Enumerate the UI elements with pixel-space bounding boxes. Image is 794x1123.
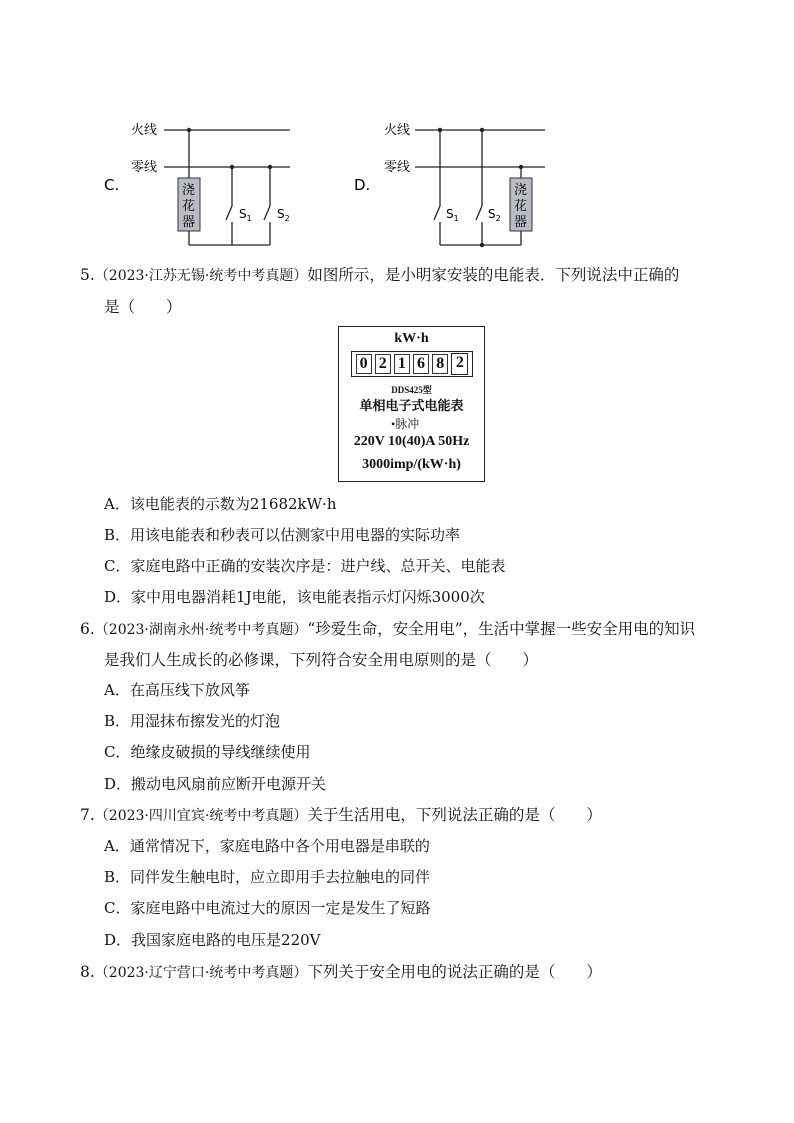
switch-s1-label: $S_1$: [239, 207, 252, 223]
question-number: 7.: [80, 806, 95, 824]
question-5-line2: 是（ ）: [104, 298, 182, 316]
question-text: “珍爱生命，安全用电”，生活中掌握一些安全用电的知识: [307, 620, 696, 638]
switch-s1-label: $S_1$: [446, 207, 459, 223]
question-text: 关于生活用电，下列说法正确的是（ ）: [307, 806, 602, 824]
option-d: D．家中用电器消耗1J电能，该电能表指示灯闪烁3000次: [104, 588, 485, 606]
circuit-option-c: [104, 122, 290, 245]
question-number: 6.: [80, 620, 95, 638]
option-d: D．我国家庭电路的电压是220V: [104, 931, 321, 949]
neutral-wire-label: 零线: [131, 160, 158, 175]
question-number: 5.: [80, 266, 95, 284]
switch-s2-label: $S_2$: [488, 207, 501, 223]
meter-digit: 1: [394, 354, 410, 374]
question-text: 下列关于安全用电的说法正确的是（ ）: [307, 963, 602, 981]
meter-constant: 3000imp/(kW·h): [362, 457, 461, 472]
appliance-char: 花: [182, 199, 196, 214]
switch-s1: [434, 206, 440, 220]
circuit-diagrams: [0, 110, 794, 260]
meter-digit: 6: [413, 354, 429, 374]
live-wire-label: 火线: [384, 123, 411, 138]
energy-meter: [338, 326, 485, 482]
meter-spec: 220V 10(40)A 50Hz: [353, 434, 470, 449]
meter-reading: [351, 351, 473, 377]
appliance-char: 浇: [182, 183, 196, 198]
option-d: D．搬动电风扇前应断开电源开关: [104, 775, 327, 793]
question-source: （2023·四川宜宾·统考中考真题）: [94, 808, 308, 824]
meter-digit: 0: [356, 354, 372, 374]
option-b: B．用湿抹布擦发光的灯泡: [104, 712, 281, 730]
question-7: [80, 805, 602, 826]
question-source: （2023·江苏无锡·统考中考真题）: [94, 268, 308, 284]
option-c-label: C.: [104, 176, 120, 194]
option-a: A．通常情况下，家庭电路中各个用电器是串联的: [104, 837, 430, 855]
option-c: C．绝缘皮破损的导线继续使用: [104, 743, 311, 761]
appliance-char: 器: [182, 215, 196, 230]
question-source: （2023·辽宁营口·统考中考真题）: [94, 965, 308, 981]
switch-s1: [226, 206, 232, 220]
question-6-line2: 是我们人生成长的必修课，下列符合安全用电原则的是（ ）: [104, 651, 539, 669]
question-6: [80, 619, 695, 640]
meter-unit: kW·h: [394, 331, 429, 346]
meter-digit-decimal: 2: [451, 353, 468, 375]
option-c: C．家庭电路中正确的安装次序是：进户线、总开关、电能表: [104, 557, 506, 575]
meter-pulse-indicator: •脉冲: [391, 417, 420, 431]
meter-digit: 2: [375, 354, 391, 374]
question-number: 8.: [80, 963, 95, 981]
option-d-label: D.: [354, 176, 371, 194]
question-8: [80, 962, 602, 983]
option-a: A．该电能表的示数为21682kW·h: [104, 495, 337, 513]
meter-digit: 8: [432, 354, 448, 374]
question-text: 如图所示，是小明家安装的电能表．下列说法中正确的: [307, 266, 680, 284]
live-wire-label: 火线: [131, 123, 158, 138]
circuit-option-d: [354, 122, 545, 247]
option-a: A．在高压线下放风筝: [104, 681, 250, 699]
option-c: C．家庭电路中电流过大的原因一定是发生了短路: [104, 899, 431, 917]
switch-s2: [476, 206, 482, 220]
switch-s2-label: $S_2$: [277, 207, 290, 223]
appliance-char: 器: [514, 215, 528, 230]
option-b: B．同伴发生触电时，应立即用手去拉触电的同伴: [104, 868, 431, 886]
appliance-char: 浇: [514, 183, 528, 198]
switch-s2: [264, 206, 270, 220]
option-b: B．用该电能表和秒表可以估测家中用电器的实际功率: [104, 526, 461, 544]
question-5: [80, 265, 679, 286]
appliance-char: 花: [514, 199, 528, 214]
meter-model: DDS425型: [391, 385, 432, 395]
question-source: （2023·湖南永州·统考中考真题）: [94, 622, 308, 638]
meter-kind: 单相电子式电能表: [359, 398, 464, 413]
neutral-wire-label: 零线: [384, 160, 411, 175]
